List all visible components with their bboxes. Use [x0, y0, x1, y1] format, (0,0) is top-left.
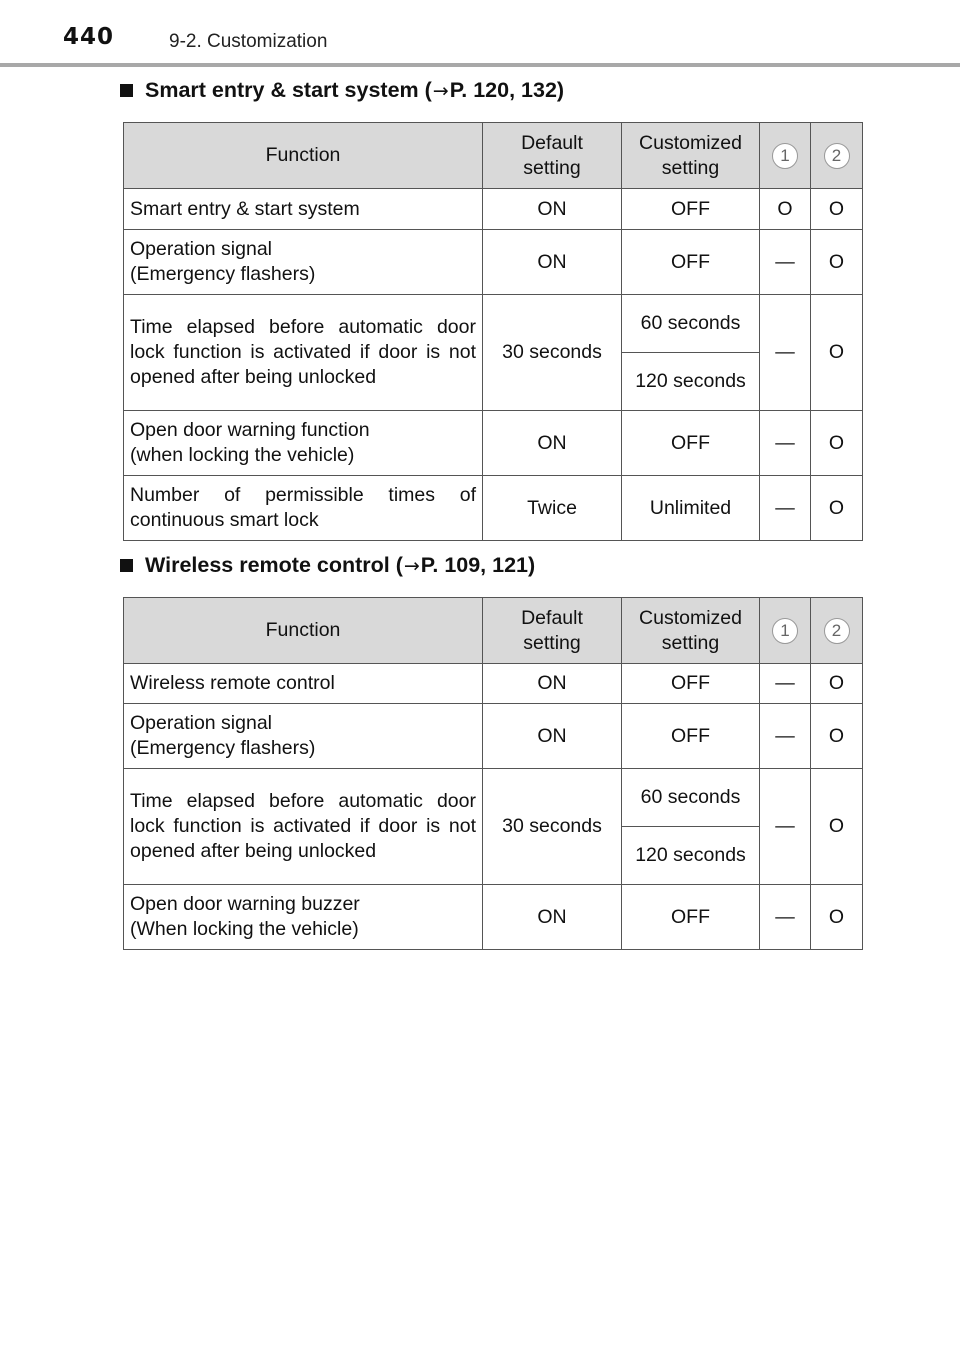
default-cell: ON — [483, 885, 622, 950]
col1-cell: — — [760, 769, 811, 885]
column-header-function: Function — [124, 123, 483, 189]
circled-2-icon: 2 — [824, 143, 850, 169]
square-bullet-icon — [120, 559, 133, 572]
column-header-2 — [811, 123, 863, 189]
table-row — [124, 230, 863, 295]
default-cell: Twice — [483, 476, 622, 541]
default-cell: ON — [483, 411, 622, 476]
circled-1-icon: 1 — [772, 618, 798, 644]
table-header-row — [124, 598, 863, 664]
smart-entry-table — [123, 122, 863, 541]
section-page-ref[interactable]: P. 120, 132) — [449, 78, 565, 102]
col2-cell: O — [811, 295, 863, 411]
default-cell: ON — [483, 704, 622, 769]
chapter-title: 9-2. Customization — [169, 31, 328, 52]
col2-cell: O — [811, 885, 863, 950]
column-header-customized: Customized setting — [622, 598, 760, 664]
col2-cell: O — [811, 769, 863, 885]
column-header-1 — [760, 598, 811, 664]
table-row — [124, 476, 863, 541]
function-cell: Operation signal (Emergency flashers) — [124, 230, 483, 295]
arrow-right-icon: → — [432, 79, 449, 102]
col2-cell: O — [811, 230, 863, 295]
col1-cell: — — [760, 411, 811, 476]
function-cell: Time elapsed before automatic door lock function is activated if door is not opened after being unlocked — [124, 295, 483, 411]
function-cell: Operation signal (Emergency flashers) — [124, 704, 483, 769]
col1-cell: — — [760, 704, 811, 769]
custom-cell: 60 seconds — [622, 295, 760, 353]
default-cell: ON — [483, 230, 622, 295]
col1-cell: — — [760, 885, 811, 950]
col2-cell: O — [811, 189, 863, 230]
default-cell: ON — [483, 189, 622, 230]
default-cell: 30 seconds — [483, 769, 622, 885]
custom-cell: 120 seconds — [622, 827, 760, 885]
col1-cell: — — [760, 664, 811, 704]
custom-cell: Unlimited — [622, 476, 760, 541]
custom-cell: OFF — [622, 885, 760, 950]
page-number: 440 — [63, 24, 115, 50]
circled-2-icon: 2 — [824, 618, 850, 644]
square-bullet-icon — [120, 84, 133, 97]
column-header-function: Function — [124, 598, 483, 664]
custom-cell: 60 seconds — [622, 769, 760, 827]
section-title: Wireless remote control ( — [145, 553, 403, 577]
table-row — [124, 664, 863, 704]
section-heading-wireless-remote — [120, 553, 535, 578]
function-cell: Wireless remote control — [124, 664, 483, 704]
section-page-ref[interactable]: P. 109, 121) — [420, 553, 536, 577]
col1-cell: — — [760, 230, 811, 295]
section-title: Smart entry & start system ( — [145, 78, 432, 102]
arrow-right-icon: → — [403, 554, 420, 577]
function-cell: Open door warning buzzer (When locking the vehicle) — [124, 885, 483, 950]
page-header — [0, 0, 960, 62]
table-row — [124, 295, 863, 353]
column-header-2 — [811, 598, 863, 664]
wireless-remote-table — [123, 597, 863, 950]
col2-cell: O — [811, 476, 863, 541]
col2-cell: O — [811, 704, 863, 769]
circled-1-icon: 1 — [772, 143, 798, 169]
custom-cell: 120 seconds — [622, 353, 760, 411]
column-header-default: Default setting — [483, 598, 622, 664]
custom-cell: OFF — [622, 411, 760, 476]
column-header-default: Default setting — [483, 123, 622, 189]
custom-cell: OFF — [622, 230, 760, 295]
col2-cell: O — [811, 664, 863, 704]
col1-cell: — — [760, 295, 811, 411]
function-cell: Number of permissible times of continuous smart lock — [124, 476, 483, 541]
default-cell: ON — [483, 664, 622, 704]
table-row — [124, 189, 863, 230]
col2-cell: O — [811, 411, 863, 476]
custom-cell: OFF — [622, 189, 760, 230]
function-cell: Smart entry & start system — [124, 189, 483, 230]
default-cell: 30 seconds — [483, 295, 622, 411]
table-row — [124, 769, 863, 827]
function-cell: Open door warning function (when locking the vehicle) — [124, 411, 483, 476]
custom-cell: OFF — [622, 664, 760, 704]
col1-cell: O — [760, 189, 811, 230]
section-heading-smart-entry — [120, 78, 564, 103]
col1-cell: — — [760, 476, 811, 541]
header-rule — [0, 63, 960, 67]
column-header-customized: Customized setting — [622, 123, 760, 189]
table-row — [124, 411, 863, 476]
custom-cell: OFF — [622, 704, 760, 769]
table-header-row — [124, 123, 863, 189]
table-row — [124, 885, 863, 950]
function-cell: Time elapsed before automatic door lock function is activated if door is not opened after being unlocked — [124, 769, 483, 885]
column-header-1 — [760, 123, 811, 189]
table-row — [124, 704, 863, 769]
